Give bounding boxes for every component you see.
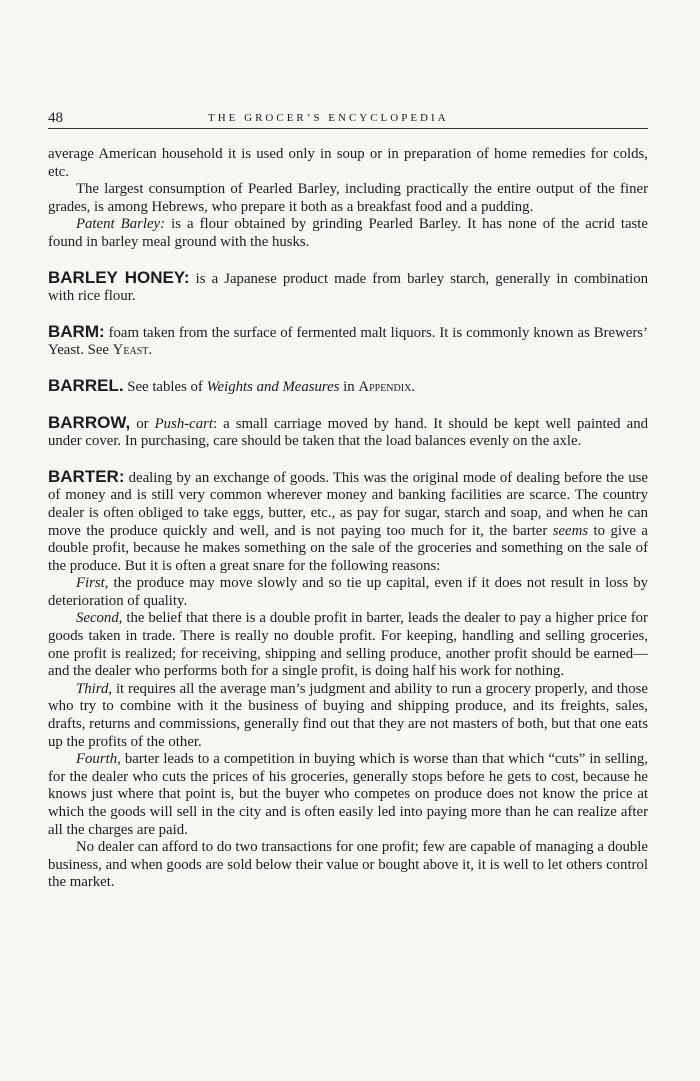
cross-reference: Appendix <box>358 378 412 395</box>
page-body <box>48 146 648 892</box>
entry-text: See tables of <box>123 378 207 395</box>
reason-text: the produce may move slowly and so tie up capital, even if it does not result in loss by deterioration of quality. <box>48 575 648 609</box>
page-header <box>48 106 648 129</box>
reason-lead: Fourth, <box>76 751 121 768</box>
entry-term: BARREL. <box>48 375 124 395</box>
entry-barley-honey <box>48 269 648 306</box>
entry-barter <box>48 468 648 576</box>
entry-end: . <box>411 378 416 395</box>
barter-reason-third <box>48 681 648 751</box>
patent-barley-paragraph <box>48 216 648 251</box>
entry-text: or <box>130 415 155 432</box>
pearled-barley-paragraph: The largest consumption of Pearled Barley, including practically the entire output of the finer grades, is among Hebrews, who prepare it both as a breakfast food and a pudding. <box>48 181 648 215</box>
barter-reason-second <box>48 610 648 680</box>
continuation-paragraph: average American household it is used only in soup or in preparation of home remedies for colds, etc. <box>48 146 648 180</box>
barter-reason-fourth <box>48 751 648 839</box>
reason-lead: Second, <box>76 610 123 627</box>
cross-reference: Yeast <box>112 342 149 359</box>
entry-text: : a small carriage moved by hand. It should be kept well painted and under cover. In purchasing, care should be taken that the load balances evenly on the axle. <box>48 415 648 450</box>
barter-closing-paragraph: No dealer can afford to do two transactions for one profit; few are capable of managing a double business, and when goods are sold below their value or bought above it, it is well to let others control the market. <box>48 839 648 891</box>
reason-text: barter leads to a competition in buying which is worse than that which “cuts” in selling, for the dealer who cuts the prices of his groceries, generally stops before he gets to cost, because he knows just where that point is, but the buyer who competes on produce does not know the price at which the goods will sell in the city and is often easily led into paying more than he can realize after all the charges are paid. <box>48 751 648 838</box>
entry-barrel <box>48 377 648 397</box>
entry-text: in <box>339 378 359 395</box>
reason-lead: Third, <box>76 680 113 697</box>
entry-italic: seems <box>552 522 589 539</box>
entry-term: BARM: <box>48 321 105 341</box>
entry-term: BARTER: <box>48 466 125 486</box>
entry-barrow <box>48 414 648 451</box>
entry-text: foam taken from the surface of fermented malt liquors. It is commonly known as Brewers’ Yeast. See <box>48 324 648 359</box>
reason-text: the belief that there is a double profit in barter, leads the dealer to pay a higher price for goods taken in trade. There is really no double profit. For keeping, handling and selling groceries, one profit is realized; for receiving, shipping and selling produce, another profit should be earned—and the dealer who performs both for a single profit, is doing half his work for nothing. <box>48 610 648 680</box>
entry-text: to give a double profit, because he makes something on the sale of the groceries and something on the sale of the produce. But it is often a great snare for the following reasons: <box>48 522 648 574</box>
barter-reason-first <box>48 575 648 610</box>
patent-barley-text: is a flour obtained by grinding Pearled Barley. It has none of the acrid taste found in barley meal ground with the husks. <box>48 216 648 250</box>
patent-barley-label: Patent Barley: <box>76 216 166 233</box>
entry-italic: Weights and Measures <box>206 378 340 395</box>
entry-barm <box>48 323 648 360</box>
entry-text: is a Japanese product made from barley starch, generally in combination with rice flour. <box>48 270 648 305</box>
reason-lead: First, <box>76 575 109 592</box>
entry-text: dealing by an exchange of goods. This was the original mode of dealing before the use of money and is still very common wherever money and banking facilities are scarce. The country dealer is often obliged to take eggs, butter, etc., as pay for sugar, starch and soap, and when he can move the produce quickly and well, and is not paying too much for it, the barter <box>48 469 648 539</box>
entry-italic: Push-cart <box>154 415 213 432</box>
page-number: 48 <box>48 110 63 126</box>
running-title: THE GROCER’S ENCYCLOPEDIA <box>208 112 449 124</box>
entry-term: BARLEY HONEY: <box>48 267 190 287</box>
entry-end: . <box>148 342 153 359</box>
reason-text: it requires all the average man’s judgment and ability to run a grocery properly, and those who try to combine with it the business of buying and shipping produce, and its freights, sales, drafts, returns and commissions, generally find out that they are not masters of both, but that one eats up the profits of the other. <box>48 680 648 750</box>
entry-term: BARROW, <box>48 412 131 432</box>
